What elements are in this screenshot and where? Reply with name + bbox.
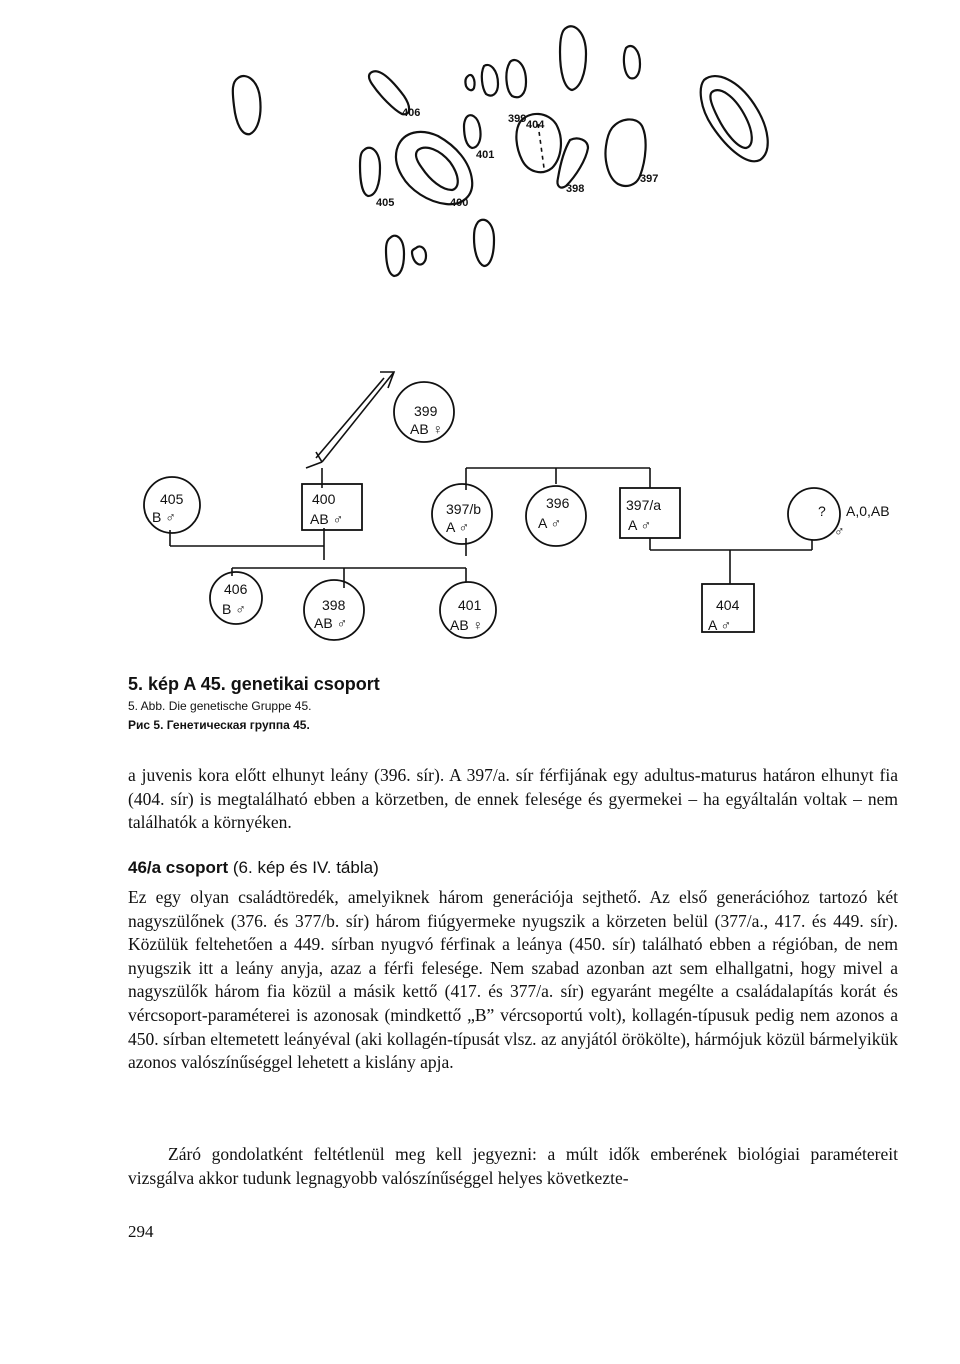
section-heading (128, 858, 379, 878)
genetic-group-figure (0, 0, 960, 660)
body-paragraph: Ez egy olyan családtöredék, amelyiknek három generációja sejthető. Az első generációhoz tartozó két nagyszülőnek (376. és 377/b. sír) három fiúgyermeke nyugszik a körzeten belül (377/a., 417. és 449. sír). Közülük feltehetően a 449. sírban nyugvó férfinak a leánya (450. sír) található ebben a régióban, de nem nyugszik itt a leány anyja, azaz a férfi felesége. Nem szabad azonban azt sem elhallgatni, hogy mivel a nagyszülők három fia közül a másik kettő (417. és 377/a. sír) egyaránt megélte a családalapítás korát és vércsoport-paraméterei is azonosak (mindkettő „B” vércsoportú volt), kollagén-típusuk pedig nem azonos a 450. sírban eltemetett leányéval (aki kollagén-típusát vlsz. az anyjától örökölte), hármójuk közül bármelyikük azonos valószínűséggel lehetett a kislány apja. (128, 887, 898, 1073)
figure-caption-hungarian: 5. kép A 45. genetikai csoport (128, 674, 380, 694)
node-label: 396 (546, 495, 570, 511)
node-label: ? (818, 503, 826, 519)
grave-outline (386, 236, 404, 276)
pedigree-chart (144, 372, 890, 640)
figure-caption-german: 5. Abb. Die genetische Gruppe 45. (128, 699, 312, 713)
grave-number: 400 (450, 197, 469, 209)
grave-outline (465, 75, 474, 90)
grave-outline (710, 90, 751, 148)
node-sub: AB ♂ (314, 615, 348, 631)
grave-outline (560, 26, 586, 90)
grave-number: 398 (566, 183, 585, 195)
node-sub: AB ♀ (410, 421, 444, 437)
node-sub: A ♂ (628, 517, 651, 533)
node-label: 406 (224, 581, 248, 597)
grave-outline (701, 76, 768, 161)
node-label: 397/a (626, 497, 662, 513)
node-note: A,0,AB (846, 503, 890, 519)
grave-outline (474, 220, 494, 266)
grave-outline (464, 115, 481, 148)
grave-outline (360, 148, 380, 196)
node-sub: A ♂ (708, 617, 731, 633)
grave-number: 401 (476, 149, 495, 161)
grave-outline (624, 46, 640, 78)
grave-number: 399 (508, 113, 527, 125)
body-paragraph: a juvenis kora előtt elhunyt leány (396. sír). A 397/a. sír férfijának egy adultus-maturus határon elhunyt fia (404. sír) is megtalálható ebben a körzetben, de ennek felesége és gyermekei – ha egyáltalán voltak – nem találhatók a környéken. (128, 765, 898, 833)
grave-outline (557, 138, 588, 187)
grave-number: 397 (640, 173, 659, 185)
node-label: 405 (160, 491, 184, 507)
node-sub: AB ♀ (450, 617, 484, 633)
figure-caption-russian: Рис 5. Генетическая группа 45. (128, 718, 310, 732)
node-sub: A ♂ (446, 519, 469, 535)
grave-outline (233, 76, 261, 134)
grave-outline (412, 246, 426, 264)
page-number: 294 (128, 1222, 154, 1241)
grave-number: 405 (376, 197, 395, 209)
grave-number: 406 (402, 107, 421, 119)
section-heading-title: 46/a csoport (128, 858, 229, 877)
pedigree-connectors (170, 372, 812, 588)
node-sub: B ♂ (222, 601, 246, 617)
section-heading-ref: (6. kép és IV. tábla) (228, 858, 379, 877)
node-label: 397/b (446, 501, 482, 517)
grave-outline (482, 65, 498, 96)
grave-outline (396, 132, 472, 204)
node-label: 401 (458, 597, 482, 613)
grave-outline (416, 148, 458, 190)
body-paragraph: Záró gondolatként feltétlenül meg kell jegyezni: a múlt idők emberének biológiai paramétereit vizsgálva akkor tudunk legnagyobb valószínűséggel helyes következte- (128, 1144, 898, 1188)
node-label: 400 (312, 491, 336, 507)
node-label: 398 (322, 597, 346, 613)
node-sub: ♂ (834, 523, 845, 539)
grave-outline (506, 60, 526, 97)
grave-number: 404 (526, 119, 545, 131)
grave-map (233, 26, 768, 276)
node-label: 399 (414, 403, 438, 419)
node-label: 404 (716, 597, 740, 613)
node-unknown (788, 488, 840, 540)
node-sub: AB ♂ (310, 511, 344, 527)
node-sub: A ♂ (538, 515, 561, 531)
node-sub: B ♂ (152, 509, 176, 525)
